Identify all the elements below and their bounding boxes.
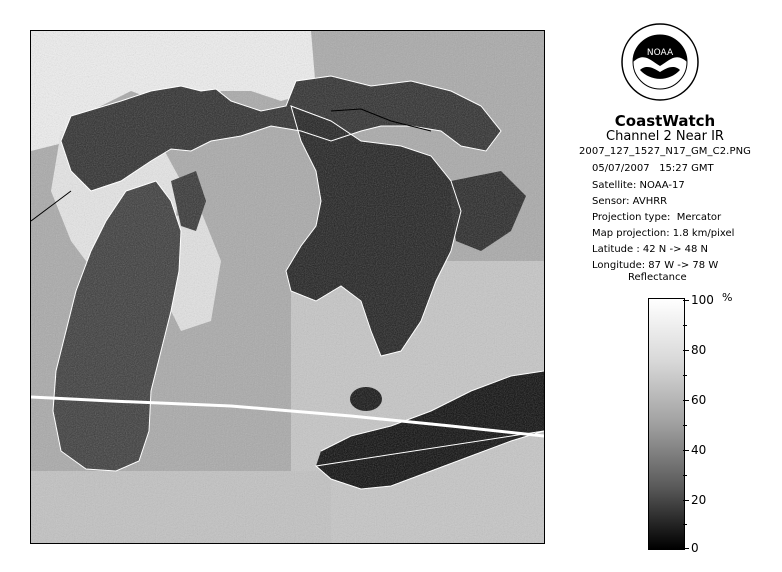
meta-label: Latitude : [592,244,640,255]
acquisition-datetime [592,163,714,174]
meta-sensor [592,196,667,207]
satellite-image [30,30,545,544]
meta-satellite [592,180,685,191]
meta-label: Projection type: [592,212,671,223]
image-grain [31,31,544,543]
meta-value: AVHRR [632,196,668,207]
colorbar-title: Reflectance [628,272,687,283]
colorbar-tick [683,400,689,401]
colorbar-tick-label: 20 [691,493,707,507]
colorbar-tick [683,300,689,301]
product-title: CoastWatch [614,112,716,130]
meta-map-projection [592,228,734,239]
meta-label: Map projection: [592,228,670,239]
colorbar-tick-label: 40 [691,443,707,457]
legend-panel [560,20,770,570]
colorbar-minor-tick [683,425,687,426]
channel-name: Channel 2 Near IR [606,129,724,144]
meta-projection-type [592,212,721,223]
colorbar [648,298,685,550]
colorbar-tick-label: 60 [691,393,707,407]
colorbar-tick-label: 100 [691,293,714,307]
meta-value: NOAA-17 [639,180,685,191]
colorbar-minor-tick [683,524,687,525]
acquisition-date: 05/07/2007 [592,163,650,174]
colorbar-tick [683,500,689,501]
meta-value: Mercator [676,212,722,223]
colorbar-minor-tick [683,325,687,326]
meta-label: Sensor: [592,196,630,207]
meta-value: 42 N -> 48 N [642,244,709,255]
meta-value: 1.8 km/pixel [672,228,735,239]
colorbar-tick [683,450,689,451]
map-svg [31,31,544,543]
meta-latitude [592,244,708,255]
colorbar-tick-label: 80 [691,343,707,357]
colorbar-tick-label: 0 [691,541,699,555]
meta-label: Satellite: [592,180,637,191]
colorbar-unit: % [722,291,733,304]
logo-text: NOAA [646,48,674,58]
meta-value: 87 W -> 78 W [648,260,719,271]
noaa-logo [620,22,700,102]
colorbar-minor-tick [683,375,687,376]
file-name: 2007_127_1527_N17_GM_C2.PNG [578,146,752,157]
colorbar-tick [683,350,689,351]
meta-longitude [592,260,718,271]
colorbar-minor-tick [683,475,687,476]
meta-label: Longitude: [592,260,646,271]
colorbar-tick [683,548,689,549]
acquisition-time: 15:27 GMT [659,163,714,174]
